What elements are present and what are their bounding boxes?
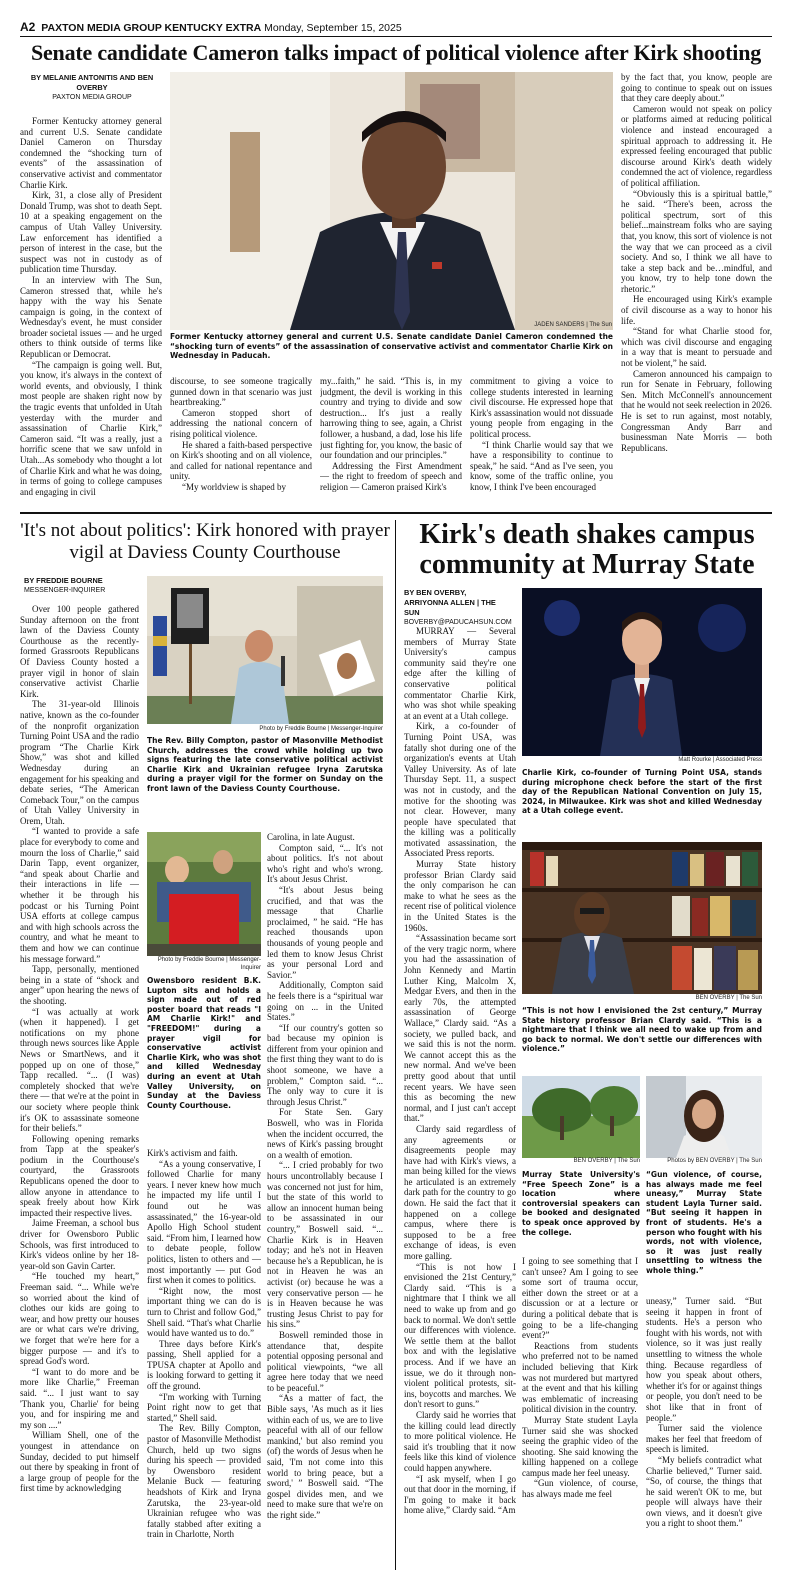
paragraph: commitment to giving a voice to college students interested in learning civil discourse. He expressed hope that Kirk's assassination would not dissuade young people from engaging in the political process. [470, 376, 613, 439]
paragraph: “Right now, the most important thing we can do is turn to Christ and follow God,” Shell said. “That's what Charlie would have wanted us to do.” [147, 1285, 261, 1339]
section-rule [20, 512, 772, 514]
story1-headline: Senate candidate Cameron talks impact of political violence after Kirk shooting [30, 40, 762, 65]
story3-photo-1-caption: Charlie Kirk, co-founder of Turning Point USA, stands during microphone check before the start of the first day of the Republican National Convention on July 15, 2024, in Milwaukee. Kirk was shot and killed Wednesday at a Utah college event. [522, 768, 762, 816]
paragraph: “Gun violence, of course, has always made me feel [522, 1478, 638, 1500]
paragraph: “I wanted to provide a safe place for everybody to come and mourn the loss of Charlie,” said Darin Tapp, event organizer, “and speak about Charlie and their interactions in life — whether it be through his podcast or his Turning Point USA efforts at college campus and with high schools across the country, and what he meant to them and how we can continue his message forward.” [20, 826, 139, 964]
paragraph: Murray State history professor Brian Clardy said the only comparison he can make to what he sees as the recent rise of political violence in the United States is the 1960s. [404, 859, 516, 933]
paragraph: “... I cried probably for two hours uncontrollably because I was concerned not just for him, but the state of this world to allow an innocent human being to be assassinated in our country,” Boswell said. “... Charlie Kirk is in Heaven today; and he's not in Heaven because he's a Republican, he is not in Heaven he was an activist (or) because he was a very conservative person — he is in Heaven because he was trusting Jesus Christ to pay for his sins.” [267, 1160, 383, 1330]
paragraph: In an interview with The Sun, Cameron stressed that, while he's happy with the way his Senate campaign is going, in the context of Wednesday's event, he must consider broader societal issues — and he urged others to think outside of terms like Republican or Democrat. [20, 274, 162, 360]
paragraph: Additionally, Compton said he feels there is a “spiritual war going on ... in the United States.” [267, 980, 383, 1023]
paragraph: Boswell reminded those in attendance that, despite potential opposing personal and political viewpoints, “we all agree here today that we need to be peaceful.” [267, 1329, 383, 1393]
story1-column-4 [470, 376, 613, 508]
story2-photo-2 [147, 832, 261, 956]
paragraph: Reactions from students who preferred not to be named included believing that Kirk was not murdered but martyred at the event and that his killing was emblematic of increasing political division in the country. [522, 1340, 638, 1415]
paragraph: Compton said, “... It's not about politics. It's not about who's right and who's wrong. It's about Jesus Christ. [267, 842, 383, 885]
cameron-portrait-image [170, 72, 613, 330]
paragraph: my...faith,” he said. “This is, in my judgment, the devil is working in this country and trying to divide and sow destruction... It's just a really harrowing thing to see, again, a Christ follower, a husband, a dad, lose his life just fighting for, you know, the basic of our foundation and our principles.” [320, 376, 462, 461]
paragraph: Kirk's activism and faith. [147, 1148, 238, 1158]
story1-byline [28, 73, 156, 102]
story3-photo-4-credit: Photos by BEN OVERBY | The Sun [667, 1158, 762, 1164]
paragraph: discourse, to see someone tragically gunned down in that scenario was just heartbreaking.” [170, 376, 312, 408]
paragraph: “This is not how I envisioned the 21st Century,” Clardy said. “This is a nightmare that I think we all need to wake up from and go back to normal. We don't settle our differences with violence. We settle them at the ballot box and with the legislative process. And if we have an issue, we do it through non-violent political protests, sit-ins, boycotts and marches. We don't resort to guns.” [404, 1261, 516, 1410]
paragraph: “Assassination became sort of the very tragic norm, where you had the assassination of John Kennedy and Martin Luther King, Malcolm X, Medgar Evers, and then in the early 70s, the attempted assassination of George Wallace,” Clardy said. “As a society, we pulled back, and we said this is not the norm. We cannot accept this as the new normal. And we've been pretty good about that until recent years. We have seen this as becoming the new normal, and I just can't accept that.” [404, 933, 516, 1124]
paragraph: by the fact that, you know, people are going to continue to speak out on issues that they care deeply about.” [621, 72, 772, 104]
story2-byline-org: MESSENGER-INQUIRER [24, 587, 106, 594]
paragraph: Kirk, 31, a close ally of President Donald Trump, was shot to death Sept. 10 at a speaking engagement on the campus of Utah Valley University. Law enforcement has identified a person of interest in the case, but the suspect was not in custody as of publication time Thursday. [20, 190, 162, 275]
story1-column-5 [621, 72, 772, 508]
paragraph: “I'm working with Turning Point right now to get that started,” Shell said. [147, 1391, 261, 1423]
story2-byline-names: BY FREDDIE BOURNE [24, 576, 103, 585]
paragraph: Jaime Freeman, a school bus driver for Owensboro Public Schools, was first introduced to Kirk's videos online by her 18-year-old son Gavin Carter. [20, 1218, 139, 1271]
story3-column-1 [404, 626, 516, 1566]
story3-photo-2-credit: BEN OVERBY | The Sun [695, 995, 762, 1001]
story2-column-1 [20, 604, 139, 1566]
paragraph: Kirk, a co-founder of Turning Point USA, was fatally shot during one of the organization's events at Utah Valley University. As of late Thursday Sept. 11, a suspect was not in custody, and the motive for the shooting was not clear. However, many people have speculated that the killing was a politically motivated assassination, the Associated Press reports. [404, 721, 516, 859]
paragraph: “He touched my heart,” Freeman said. “... While we're so worried about the kind of clothes our kids are going to wear, and how pretty our houses are or what cars we're driving, we forget that we're here for a bigger purpose — and it's to spread God's word. [20, 1271, 139, 1367]
paragraph: “If our country's gotten so bad because my opinion is different from your opinion and the first thing they want to do is shoot someone, we have a problem,” Compton said. “... The only way to cure it is through Jesus Christ.” [267, 1022, 383, 1107]
story3-photo-4 [646, 1076, 762, 1158]
paragraph: “I think Charlie would say that we have a responsibility to continue to speak,” he said. “And as I've seen, you know, some of the traffic online, you know, I think I've been encouraged [470, 439, 613, 492]
header-rule [20, 36, 772, 37]
story2-column-3 [267, 832, 383, 1566]
story3-photo-4-caption: “Gun violence, of course, has always made me feel uneasy,” Murray State student Layla Turner said. “But seeing it happen in front of students. He's a person who fought with his words, not with violence, so it was just really unsettling to witness the whole thing.” [646, 1170, 762, 1275]
story3-photo-3 [522, 1076, 640, 1158]
paragraph: MURRAY — Several members of Murray State University's campus community said they're one edge after the killing of conservative political commentator Charlie Kirk, who was shot while speaking at an event at a Utah college. [404, 626, 516, 721]
red-sign-image [147, 832, 261, 956]
story2-photo-2-credit: Photo by Freddie Bourne | Messenger-Inquirer [157, 957, 261, 971]
layla-turner-image [646, 1076, 762, 1158]
paragraph: William Shell, one of the youngest in attendance on Sunday, decided to put himself out there by speaking in front of a large group of people for the first time by acknowledging [20, 1430, 139, 1494]
paragraph: “I want to do more and be more like Charlie,” Freeman said. “... I just want to say 'Thank you, Charlie' for being you, and for inspiring me and my son ....” [20, 1366, 139, 1430]
paragraph: Addressing the First Amendment — the right to freedom of speech and religion — Cameron praised Kirk's [320, 460, 462, 492]
free-speech-zone-image [522, 1076, 640, 1158]
story1-photo [170, 72, 613, 330]
paragraph: uneasy,” Turner said. “But seeing it happen in front of students. He's a person who fought with his words, not with violence, so it was just really unsettling to witness the whole thing. Because regardless of how you speak about others, whether it's for or against things or people, you don't need to be shot like that in front of people.” [646, 1296, 762, 1423]
paragraph: “My worldview is shaped by [182, 481, 286, 492]
paragraph: “Stand for what Charlie stood for, which was civil discourse and engaging in a way that is meant to persuade and not be violent,” he said. [621, 326, 772, 369]
story3-photo-3-caption: Murray State University's “Free Speech Zone” is a location where controversial speakers can be booked and designated to speak once approved by the college. [522, 1170, 640, 1237]
paragraph: “I was actually at work (when it happened). I get notifications on my phone through news sources like Apple News or SmartNews, and it popped up on one of those,” Tapp recalled. “... (I was) completely shocked that we're there — that we're at the point in our society where people think it's OK to assassinate someone for their beliefs.” [20, 1006, 139, 1134]
paragraph: The 31-year-old Illinois native, known as the co-founder of the nonprofit organization Turning Point USA and the radio program “The Charlie Kirk Show,” was shot and killed Wednesday during an engagement for his speaking and debate series, “The American Comeback Tour,” on the campus of Utah Valley University in Orem, Utah. [20, 699, 139, 826]
paragraph: Clardy said he worries that the killing could lead directly to more political violence. He said it's troubling that it now feels like this kind of violence could happen anywhere. [404, 1409, 516, 1473]
story3-byline-names: BY BEN OVERBY, ARRIYONNA ALLEN | THE SUN [404, 588, 496, 617]
paragraph: “I ask myself, when I go out that door in the morning, if I'm going to make it back home alive,” Clardy said. “Am [404, 1473, 516, 1516]
story2-photo-1 [147, 576, 383, 724]
paragraph: Following opening remarks from Tapp at the speaker's podium in the Courthouse's courtyard, the Grassroots Republicans opened the door to allow anyone in attendance to speak freely about how Kirk impacted their respective lives. [20, 1133, 139, 1218]
paragraph: Tapp, personally, mentioned being in a state of “shock and anger” upon hearing the news of the shooting. [20, 964, 139, 1006]
story1-column-3 [320, 376, 462, 508]
paragraph: Over 100 people gathered Sunday afternoon on the front lawn of the Daviess County Courthouse as the recently-formed Grassroots Republicans Of Daviess County hosted a prayer vigil in honor of slain conservative activist Charlie Kirk. [20, 604, 139, 699]
kirk-stage-image [522, 588, 762, 756]
paragraph: Murray State student Layla Turner said she was shocked seeing the graphic video of the shooting. She said knowing the killing happened on a college campus made her feel uneasy. [522, 1414, 638, 1478]
vigil-speaker-image [147, 576, 383, 724]
paragraph: I going to see something that I can't unsee? Am I going to see some sort of trauma occur, either down the street or at a discussion or at a lecture or during a political debate that is going to be a life-changing event?” [522, 1256, 638, 1341]
paragraph: Carolina, in late August. [267, 832, 355, 842]
story3-byline-email: BOVERBY@PADUCAHSUN.COM [404, 619, 512, 626]
story1-photo-credit: JADEN SANDERS | The Sun [534, 322, 612, 328]
story1-photo-caption: Former Kentucky attorney general and current U.S. Senate candidate Daniel Cameron condemned the “shocking turn of events” of the assassination of conservative activist and commentator Charlie Kirk on Wednesday in Paducah. [170, 332, 613, 361]
story1-byline-names: BY MELANIE ANTONITIS AND BEN OVERBY [30, 73, 154, 92]
paragraph: He shared a faith-based perspective on Kirk's shooting and on all violence, and called for national repentance and unity. [170, 439, 312, 482]
story1-column-2 [170, 376, 312, 508]
story1-byline-org: PAXTON MEDIA GROUP [52, 94, 132, 101]
publication-name: PAXTON MEDIA GROUP KENTUCKY EXTRA [41, 22, 262, 34]
story3-photo-2 [522, 842, 762, 994]
paragraph: “My beliefs contradict what Charlie believed,” Turner said. “So, of course, the things that he said weren't OK to me, but people will always have their own views, and it doesn't give you a right to shoot them.” [646, 1454, 762, 1529]
paragraph: “Obviously this is a spiritual battle,” he said. “There's been, across the political spectrum, sort of this belief...mainstream folks who are saying that, you know, this sort of violence is not the way that we can proceed as a civil society. And so, I think we all have to take a step back and be…mindful, and you know, try to help tone down the rhetoric.” [621, 188, 772, 294]
paragraph: “As a matter of fact, the Bible says, 'As much as it lies within each of us, we are to live peaceful with all of our fellow mankind,' but also remind you (of) the words of Jesus when he said, 'I'm not come into this world to bring peace, but a sword,' ” Boswell said. “The gospel divides men, and we need to make sure that we're on the right side.” [267, 1393, 383, 1520]
paragraph: Turner said the violence makes her feel that freedom of speech is limited. [646, 1423, 762, 1455]
paragraph: Three days before Kirk's passing, Shell applied for a TPUSA chapter at Apollo and is looking forward to getting it off the ground. [147, 1338, 261, 1392]
paragraph: The Rev. Billy Compton, pastor of Masonville Methodist Church, held up two signs during his speech — provided by Owensboro resident Melanie Buck — featuring headshots of Kirk and Iryna Zarutska, the 23-year-old Ukrainian refugee who was fatally stabbed after exiting a train in Charlotte, North [147, 1423, 261, 1540]
story3-column-3 [646, 1296, 762, 1566]
story3-byline [404, 588, 512, 627]
story2-byline [24, 576, 134, 595]
story2-photo-1-caption: The Rev. Billy Compton, pastor of Masonville Methodist Church, addresses the crowd while holding up two signs featuring the late conservative political activist Charlie Kirk and Ukrainian refugee Iryna Zarutska during a prayer vigil for the former on Sunday on the front lawn of the Daviess County Courthouse. [147, 736, 383, 793]
story3-photo-1 [522, 588, 762, 756]
story3-headline: Kirk's death shakes campus community at Murray State [419, 519, 755, 580]
paragraph: Cameron announced his campaign to run for Senate in February, following Sen. Mitch McConnell's announcement that he would not seek reelection in 2026. He is set to run against, most notably, Congressman Andy Barr and businessman Nate Morris — both Republicans. [621, 368, 772, 453]
page-folio [20, 20, 402, 34]
story3-photo-2-caption: “This is not how I envisioned the 2st century,” Murray State history professor Brian Clardy said. “This is a nightmare that I think we all need to wake up from and go back to normal. We don't settle our differences with violence.” [522, 1006, 762, 1054]
page-number: A2 [20, 20, 36, 34]
story3-photo-3-credit: BEN OVERBY | The Sun [573, 1158, 640, 1164]
paragraph: “It's about Jesus being crucified, and that was the message that Charlie proclaimed, ” he said. “He has reached thousands upon thousands of young people and led them to know Jesus Christ as your personal Lord and Savior.” [267, 884, 383, 980]
paragraph: For State Sen. Gary Boswell, who was in Florida when the incident occurred, the news of Kirk's passing brought on a wealth of emotion. [267, 1107, 383, 1160]
paragraph: Cameron stopped short of addressing the national concern of rising political violence. [170, 407, 312, 439]
story2-column-2 [147, 1148, 261, 1566]
paragraph: Clardy said regardless of any agreements or disagreements people may have had with Kirk's views, a man being killed for the views he articulated is an extremely dark path for the country to go down. He said the fact that it happened on a college campus, where there is supposed to be a free exchange of ideas, is even more galling. [404, 1123, 516, 1262]
column-divider [395, 520, 396, 1570]
paragraph: He encouraged using Kirk's example of civil discourse as a way to honor his life. [621, 294, 772, 326]
paragraph: Cameron would not speak on policy or platforms aimed at reducing political violence and instead encouraged a spiritual approach to addressing it. He expressed feeling encouraged that public discourse around Kirk's death widely condemned the act of violence, regardless of political affiliation. [621, 103, 772, 188]
story2-photo-2-caption: Owensboro resident B.K. Lupton sits and holds a sign made out of red poster board that reads "I AM Charlie Kirk!" and "FREEDOM!" during a prayer vigil for conservative activist Charlie Kirk, who was shot and killed Wednesday during an event at Utah Valley University, on Sunday at the Daviess County Courthouse. [147, 976, 261, 1110]
clardy-bookshelf-image [522, 842, 762, 994]
story3-photo-1-credit: Matt Rourke | Associated Press [678, 757, 762, 763]
paragraph: “As a young conservative, I followed Charlie for many years. I never knew how much he impacted my life until I found out he was assassinated,” the 16-year-old Apollo High School student said. “From him, I learned how to debate people, follow politics, listen to others and — most importantly — put God first when it comes to politics. [147, 1158, 261, 1286]
issue-date: Monday, September 15, 2025 [264, 22, 402, 34]
paragraph: Former Kentucky attorney general and current U.S. Senate candidate Daniel Cameron on Thursday condemned the “shocking turn of events” of the assassination of conservative activist and commentator Charlie Kirk. [20, 116, 162, 190]
story2-headline: 'It's not about politics': Kirk honored with prayer vigil at Daviess County Courthouse [20, 520, 390, 563]
story2-photo-1-credit: Photo by Freddie Bourne | Messenger-Inquirer [259, 726, 383, 732]
story3-column-2 [522, 1256, 638, 1566]
paragraph: “The campaign is going well. But, you know, it's always in the context of world events, and obviously, I think most people are shaken right now by the tragic events that unfolded in Utah yesterday with the murder and assassination of Charlie Kirk,” Cameron said. “It was a really, just a horrific scene that we saw unfold in Utah...As somebody who thought a lot of Charlie Kirk and what he was doing, in terms of going to college campuses and engaging in civil [20, 359, 162, 497]
story1-column-1 [20, 116, 162, 508]
